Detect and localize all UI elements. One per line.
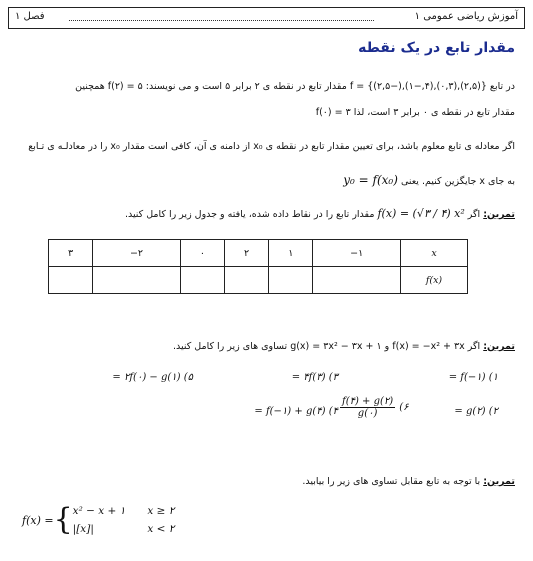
table-cell: ۲ <box>224 240 268 267</box>
exercise-2-item-2: ۲) g(۲) = <box>454 406 498 417</box>
paragraph-2-line-1: اگر معادله ی تابع معلوم باشد، برای تعیین مقدار تابع در نقطه ی x₀ از دامنه ی آن، کافی است مقدار x₀ را در معادلـه ی تـابع <box>28 141 515 152</box>
left-brace: { <box>53 502 73 537</box>
paragraph-2-line-2 <box>343 173 515 189</box>
exercise-3-label: تمرین: <box>483 476 515 487</box>
exercise-2-item-4: ۴) f(−۱) + g(۴) = <box>254 406 338 417</box>
exercise-2-item-5: ۵) ۲f(۰) − g(۱) = <box>112 372 193 383</box>
piecewise-function <box>22 502 175 537</box>
fraction-denominator: g(۰) <box>357 408 378 419</box>
case-1-expression: x² − x + ۱ <box>72 505 126 517</box>
exercise-2-label: تمرین: <box>483 341 515 352</box>
fraction <box>340 396 395 419</box>
exercise-2-item-3: ۳) ۴f(۳) = <box>291 372 338 383</box>
piecewise-cases <box>73 505 175 535</box>
exercise-1 <box>125 207 515 222</box>
table-cell: −۱ <box>313 240 401 267</box>
table-cell-empty[interactable] <box>49 267 93 294</box>
page-header <box>8 7 525 29</box>
header-dotted-line <box>69 20 374 21</box>
exercise-3-text: با توجه به تابع مقابل تساوی های زیر را بیابید. <box>302 476 481 487</box>
table-cell-empty[interactable] <box>313 267 401 294</box>
exercise-1-label: تمرین: <box>483 209 515 220</box>
exercise-2-item-1: ۱) f(−۱) = <box>448 372 498 383</box>
exercise-1-formula: f(x) = (√۳ / ۴) x² <box>377 207 465 220</box>
table-cell: −۲ <box>93 240 181 267</box>
exercise-1-text-a: اگر <box>467 209 481 220</box>
values-table <box>48 239 468 294</box>
course-title: آموزش ریاضی عمومی ۱ <box>414 11 518 22</box>
table-row <box>49 267 468 294</box>
paragraph-2-formula: y₀ = f(x₀) <box>343 173 398 187</box>
table-header-fx: f(x) <box>401 267 468 294</box>
table-header-x: x <box>401 240 468 267</box>
exercise-2-text: اگر f(x) = −x² + ۳x و g(x) = ۳x² − ۳x + ۱ تساوی های زیر را کامل کنید. <box>173 341 481 352</box>
case-1-condition: x ≥ ۲ <box>147 505 175 517</box>
table-cell: ۱ <box>269 240 313 267</box>
paragraph-2-text: به جای x جایگزین کنیم. یعنی <box>400 176 515 187</box>
section-title: مقدار تابع در یک نقطه <box>358 40 515 56</box>
table-cell: ۰ <box>180 240 224 267</box>
exercise-2 <box>173 340 515 354</box>
paragraph-1-line-2: مقدار تابع در نقطه ی ۰ برابر ۳ است، لذا ۳ = f(۰) <box>315 107 515 118</box>
paragraph-1-line-1: در تابع {(۲,۵),(۰,۳),(۴,−۱),(−۲,۵)} = f مقدار تابع در نقطه ی ۲ برابر ۵ است و می نویسند: ۵ = f(۲) همچنین <box>75 81 515 92</box>
item-6-number: ۶) <box>399 402 409 413</box>
exercise-3 <box>302 475 515 489</box>
exercise-2-item-6 <box>340 396 408 419</box>
chapter-label: فصل ۱ <box>15 11 45 22</box>
table-cell-empty[interactable] <box>224 267 268 294</box>
case-2-expression: |[x]| <box>72 523 94 535</box>
table-cell-empty[interactable] <box>269 267 313 294</box>
table-cell-empty[interactable] <box>180 267 224 294</box>
exercise-1-text-b: مقدار تابع را در نقاط داده شده، یافته و جدول زیر را کامل کنید. <box>124 209 375 220</box>
table-row <box>49 240 468 267</box>
piecewise-lhs: f(x) = <box>22 513 54 527</box>
fraction-numerator: f(۴) + g(۲) <box>342 396 394 407</box>
case-2-condition: x < ۲ <box>147 523 175 535</box>
table-cell: ۳ <box>49 240 93 267</box>
table-cell-empty[interactable] <box>93 267 181 294</box>
